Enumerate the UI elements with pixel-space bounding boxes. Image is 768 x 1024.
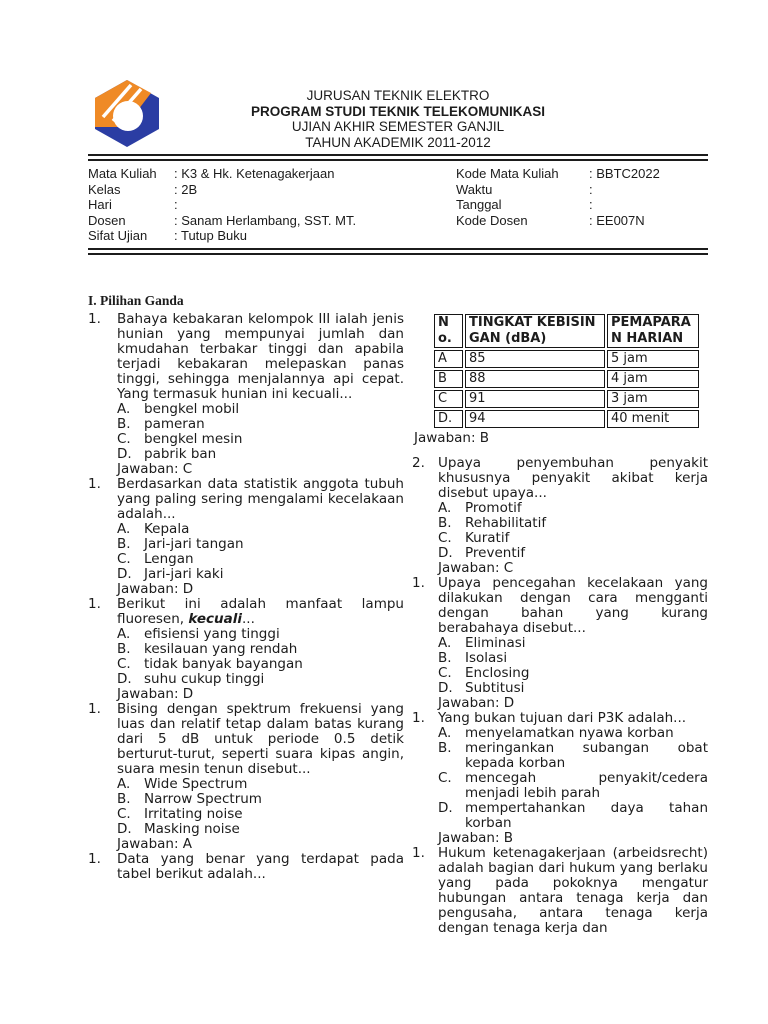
- questions-column-left: [88, 312, 404, 936]
- exam-info-right: [456, 166, 708, 244]
- table-cell: 91: [465, 390, 605, 408]
- option-row: [117, 447, 404, 462]
- table-cell: 5 jam: [607, 350, 699, 368]
- question-columns: [88, 312, 708, 936]
- option-letter: C.: [117, 655, 131, 672]
- table-cell: C: [434, 390, 463, 408]
- option-letter: C.: [438, 664, 452, 681]
- exam-info-left: [88, 166, 456, 244]
- info-label: Dosen: [88, 212, 126, 228]
- option-letter: C.: [438, 529, 452, 546]
- header-line-department: JURUSAN TEKNIK ELEKTRO: [306, 88, 490, 103]
- table-header-cell: No.: [434, 314, 463, 348]
- info-value: : Tutup Buku: [174, 228, 247, 243]
- question-number: 1.: [88, 310, 101, 327]
- question-stem: Upaya pencegahan kecelakaan yang dilakukan dengan cara mengganti dengan bahan yang kurang berabahaya disebut...: [438, 574, 708, 636]
- option-row: [438, 516, 708, 531]
- info-row: [88, 197, 456, 213]
- option-row: [117, 522, 404, 537]
- option-letter: D.: [117, 565, 132, 582]
- question-body: [438, 456, 708, 576]
- option-text: Subtitusi: [465, 679, 525, 696]
- question-stem: Yang bukan tujuan dari P3K adalah...: [438, 709, 687, 726]
- option-letter: A.: [438, 499, 452, 516]
- option-text: suhu cukup tinggi: [144, 670, 265, 687]
- table-cell: 40 menit: [607, 410, 699, 428]
- option-row: [438, 636, 708, 651]
- option-letter: B.: [117, 790, 131, 807]
- document-header: [88, 80, 708, 152]
- info-value: :: [589, 181, 593, 197]
- option-row: [438, 651, 708, 666]
- option-row: [117, 402, 404, 417]
- option-row: [117, 657, 404, 672]
- option-row: [117, 417, 404, 432]
- info-label: Kelas: [88, 181, 121, 197]
- answer-line: Jawaban: D: [117, 685, 194, 702]
- answer-line: Jawaban: B: [438, 829, 514, 846]
- info-label: Kode Dosen: [456, 212, 528, 228]
- option-row: [438, 681, 708, 696]
- option-letter: A.: [438, 724, 452, 741]
- option-row: [117, 567, 404, 582]
- question-body: [117, 852, 404, 882]
- info-value: : Sanam Herlambang, SST. MT.: [174, 212, 357, 228]
- option-letter: D.: [438, 679, 453, 696]
- question-stem: Data yang benar yang terdapat pada tabel berikut adalah...: [117, 850, 404, 882]
- option-letter: D.: [117, 820, 132, 837]
- question-number: 2.: [412, 454, 425, 471]
- option-text: Rehabilitatif: [465, 514, 547, 531]
- option-letter: D.: [438, 799, 453, 816]
- info-value: : EE007N: [589, 212, 645, 228]
- header-line-exam: UJIAN AKHIR SEMESTER GANJIL: [291, 119, 505, 134]
- question-item: [412, 456, 708, 576]
- option-letter: A.: [117, 625, 131, 642]
- header-line-program: PROGRAM STUDI TEKNIK TELEKOMUNIKASI: [250, 103, 545, 119]
- table-row: [434, 390, 699, 408]
- option-text: Jari-jari kaki: [144, 565, 224, 582]
- option-text: Lengan: [144, 550, 194, 567]
- option-letter: A.: [117, 400, 131, 417]
- option-text: Enclosing: [465, 664, 530, 681]
- table-body: [434, 350, 699, 428]
- option-text: Isolasi: [465, 649, 508, 666]
- question-body: [438, 846, 708, 936]
- option-letter: D.: [438, 544, 453, 561]
- answer-line: Jawaban: D: [438, 694, 515, 711]
- option-text: Kepala: [144, 520, 190, 537]
- option-text: Promotif: [465, 499, 522, 516]
- option-row: [117, 642, 404, 657]
- question-item: [412, 711, 708, 846]
- table-header-row: [434, 314, 699, 348]
- question-stem: Bahaya kebakaran kelompok III ialah jenis hunian yang mempunyai jumlah dan kmudahan terbakar tinggi dan apabila terjadi kebakaran melepaskan panas tinggi, sehingga menjalannya api cepat. Yang termasuk hunian ini kecuali...: [117, 310, 404, 402]
- option-row: [438, 726, 708, 741]
- table-cell: 4 jam: [607, 370, 699, 388]
- answer-line: Jawaban: C: [117, 460, 193, 477]
- question-number: 1.: [88, 595, 101, 612]
- info-row: [88, 182, 456, 198]
- table-cell: 85: [465, 350, 605, 368]
- info-label: Waktu: [456, 181, 493, 197]
- table-row: [434, 350, 699, 368]
- info-row: [456, 197, 708, 213]
- option-letter: C.: [117, 550, 131, 567]
- question-number: 1.: [88, 475, 101, 492]
- option-text: tidak banyak bayangan: [144, 655, 303, 672]
- option-row: [117, 627, 404, 642]
- option-row: [438, 666, 708, 681]
- question-item: [88, 702, 404, 852]
- info-label: Mata Kuliah: [88, 166, 157, 181]
- option-text: Jari-jari tangan: [144, 535, 244, 552]
- answer-line: Jawaban: D: [117, 580, 194, 597]
- questions-list-right: [412, 456, 708, 936]
- option-text: Narrow Spectrum: [144, 790, 262, 807]
- option-text: kesilauan yang rendah: [144, 640, 298, 657]
- option-letter: B.: [117, 415, 131, 432]
- info-label: Kode Mata Kuliah: [456, 166, 559, 181]
- question-body: [117, 597, 404, 702]
- question-item: [412, 846, 708, 936]
- option-row: [438, 546, 708, 561]
- info-label: Tanggal: [456, 197, 502, 212]
- question-body: [438, 576, 708, 711]
- question-body: [117, 702, 404, 852]
- option-row: [117, 552, 404, 567]
- question-stem: Berikut ini adalah manfaat lampu fluoresen, kecuali...: [117, 595, 404, 627]
- option-letter: C.: [117, 805, 131, 822]
- info-value: : BBTC2022: [589, 166, 660, 181]
- question-number: 1.: [412, 844, 425, 861]
- exam-info: [88, 166, 708, 244]
- question-body: [438, 711, 708, 846]
- option-row: [117, 672, 404, 687]
- header-line-year: TAHUN AKADEMIK 2011-2012: [305, 134, 491, 150]
- double-rule-top: [88, 154, 708, 161]
- option-row: [117, 807, 404, 822]
- option-letter: D.: [117, 670, 132, 687]
- question-number: 1.: [412, 574, 425, 591]
- table-cell: A: [434, 350, 463, 368]
- double-rule-bottom: [88, 248, 708, 255]
- table-header-cell: PEMAPARAN HARIAN: [607, 314, 699, 348]
- info-row: [456, 213, 708, 229]
- section-title: I. Pilihan Ganda: [88, 292, 184, 308]
- table-cell: 88: [465, 370, 605, 388]
- option-letter: D.: [117, 445, 132, 462]
- option-text: Irritating noise: [144, 805, 243, 822]
- option-row: [117, 432, 404, 447]
- info-value: : K3 & Hk. Ketenagakerjaan: [174, 166, 335, 181]
- option-row: [438, 741, 708, 771]
- info-label: Sifat Ujian: [88, 228, 148, 243]
- table-row: [434, 410, 699, 428]
- table-cell: 3 jam: [607, 390, 699, 408]
- page-content: [88, 80, 708, 936]
- logo-circle-cutout: [113, 101, 143, 131]
- info-value: : 2B: [174, 181, 198, 197]
- option-letter: C.: [438, 769, 452, 786]
- question-body: [117, 477, 404, 597]
- question-item: [88, 477, 404, 597]
- option-text: menyelamatkan nyawa korban: [465, 724, 674, 741]
- info-row: [88, 166, 456, 182]
- option-text: Eliminasi: [465, 634, 526, 651]
- option-text: mempertahankan daya tahan korban: [465, 799, 708, 831]
- option-letter: B.: [438, 739, 452, 756]
- question-item: [88, 597, 404, 702]
- answer-line: Jawaban: C: [438, 559, 514, 576]
- noise-exposure-table: [432, 312, 701, 430]
- info-row: [456, 166, 708, 182]
- option-row: [117, 537, 404, 552]
- table-row: [434, 370, 699, 388]
- university-logo-icon: [90, 78, 164, 148]
- option-text: Masking noise: [144, 820, 240, 837]
- option-letter: A.: [438, 634, 452, 651]
- option-text: pameran: [144, 415, 205, 432]
- option-row: [117, 792, 404, 807]
- table-header-cell: TINGKAT KEBISINGAN (dBA): [465, 314, 605, 348]
- option-letter: B.: [438, 514, 452, 531]
- option-text: Preventif: [465, 544, 526, 561]
- info-row: [88, 213, 456, 229]
- option-letter: B.: [117, 535, 131, 552]
- option-row: [438, 801, 708, 831]
- question-stem: Bising dengan spektrum frekuensi yang luas dan relatif tetap dalam batas kurang dari 5 dB untuk periode 0.5 detik berturut-turut, seperti suara kipas angin, suara mesin tenun disebut...: [117, 700, 404, 777]
- option-text: efisiensi yang tinggi: [144, 625, 280, 642]
- option-text: bengkel mesin: [144, 430, 243, 447]
- question-number: 1.: [88, 700, 101, 717]
- question-item: [88, 852, 404, 882]
- option-row: [438, 501, 708, 516]
- question-item: [412, 576, 708, 711]
- question-item: [88, 312, 404, 477]
- option-row: [117, 777, 404, 792]
- question-stem: Upaya penyembuhan penyakit khususnya penyakit akibat kerja disebut upaya...: [438, 454, 708, 501]
- option-letter: B.: [438, 649, 452, 666]
- question-stem: Berdasarkan data statistik anggota tubuh yang paling sering mengalami kecelakaan adalah...: [117, 475, 404, 522]
- answer-line: Jawaban: A: [117, 835, 193, 852]
- info-value: :: [174, 197, 178, 212]
- info-value: :: [589, 197, 593, 212]
- question-number: 1.: [412, 709, 425, 726]
- option-text: Wide Spectrum: [144, 775, 248, 792]
- question-stem: Hukum ketenagakerjaan (arbeidsrecht) adalah bagian dari hukum yang berlaku yang pada pokoknya mengatur hubungan antara tenaga kerja dan pengusaha, antara tenaga kerja dengan tenaga kerja dan: [438, 844, 708, 936]
- option-text: mencegah penyakit/cedera menjadi lebih parah: [465, 769, 708, 801]
- option-letter: B.: [117, 640, 131, 657]
- question-number: 1.: [88, 850, 101, 867]
- option-letter: A.: [117, 775, 131, 792]
- option-text: Kuratif: [465, 529, 510, 546]
- question-body: [117, 312, 404, 477]
- option-text: meringankan subangan obat kepada korban: [465, 739, 708, 771]
- option-row: [438, 771, 708, 801]
- option-row: [438, 531, 708, 546]
- option-text: bengkel mobil: [144, 400, 240, 417]
- table-cell: 94: [465, 410, 605, 428]
- option-text: pabrik ban: [144, 445, 217, 462]
- table-head: [434, 314, 699, 348]
- table-cell: D.: [434, 410, 463, 428]
- option-letter: C.: [117, 430, 131, 447]
- table-answer-line: Jawaban: B: [414, 429, 490, 446]
- option-letter: A.: [117, 520, 131, 537]
- option-row: [117, 822, 404, 837]
- questions-column-right: [412, 312, 708, 936]
- info-label: Hari: [88, 197, 112, 212]
- info-row: [88, 228, 456, 244]
- info-row: [456, 182, 708, 198]
- table-cell: B: [434, 370, 463, 388]
